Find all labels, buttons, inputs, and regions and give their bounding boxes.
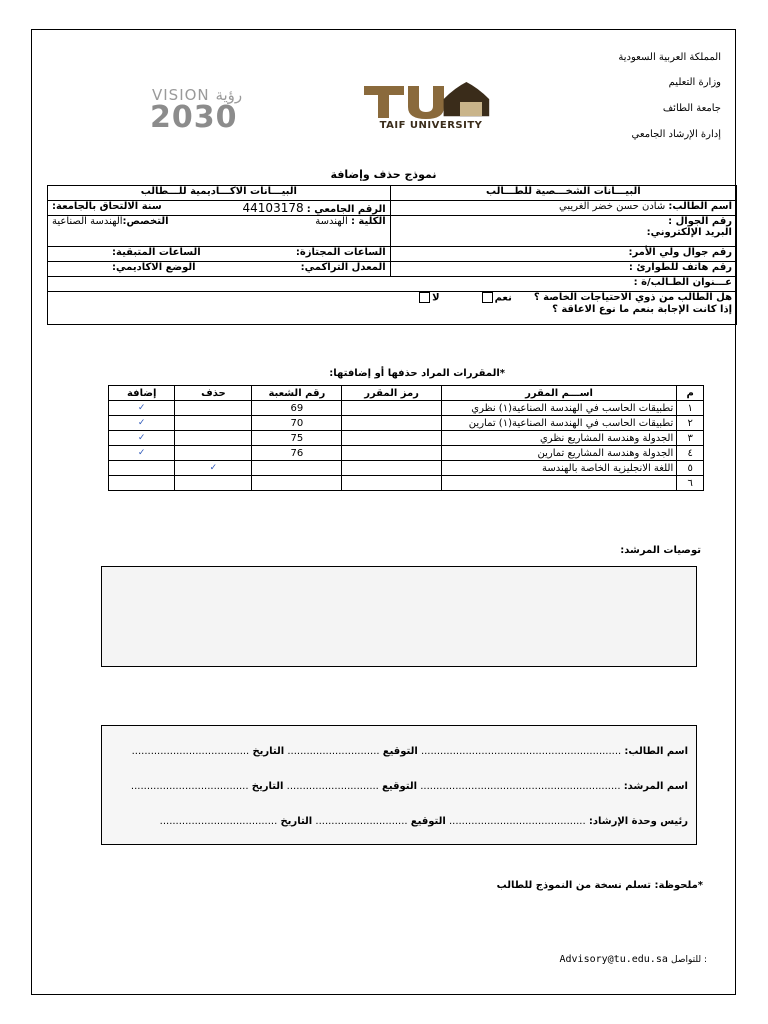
tu-logo-subtitle: TAIF UNIVERSITY [379, 120, 483, 131]
hours-row [52, 247, 386, 258]
signature-name-field[interactable]: ............................................................... [420, 781, 621, 792]
gpa-row [52, 262, 386, 273]
course-row-number: ٢ [677, 416, 704, 431]
signature-name-field[interactable]: ............................................................... [420, 746, 622, 757]
taif-university-logo [362, 82, 500, 138]
course-row [109, 446, 704, 461]
course-section[interactable]: 70 [252, 416, 342, 431]
course-row-number: ٤ [677, 446, 704, 461]
academic-data-heading: البيـــانات الاكـــاديمية للـــطالب [48, 186, 391, 201]
course-name[interactable]: تطبيقات الحاسب في الهندسة الصناعية(١) تمارين [441, 416, 676, 431]
college-row [52, 216, 386, 227]
course-section[interactable]: 75 [252, 431, 342, 446]
yes-checkbox[interactable] [482, 292, 493, 303]
address-label[interactable]: عـــنوان الطـالب/ة : [48, 277, 737, 292]
vision-2030-logo [150, 82, 282, 138]
student-id-value[interactable]: 44103178 [242, 201, 304, 215]
header-ministry: وزارة التعليم [668, 77, 721, 88]
admission-year-label: سنة الالتحاق بالجامعة: [52, 201, 162, 212]
passed-hours-label[interactable]: الساعات المجتازة: [295, 247, 386, 258]
no-checkbox[interactable] [419, 292, 430, 303]
remaining-hours-label[interactable]: الساعات المتبقية: [112, 247, 201, 258]
form-title: نموذج حذف وإضافة [330, 168, 437, 181]
signature-name-field[interactable]: ........................................... [448, 816, 586, 827]
course-add-mark[interactable]: ✓ [109, 446, 175, 461]
course-add-mark[interactable]: ✓ [109, 416, 175, 431]
contact-line [559, 954, 707, 965]
signature-date-field[interactable]: ..................................... [131, 746, 250, 757]
course-code[interactable] [342, 416, 442, 431]
advisor-recommendations-box[interactable] [101, 566, 697, 667]
signature-row [114, 816, 688, 827]
signature-date-label: التاريخ [280, 816, 313, 827]
course-add-mark[interactable] [109, 461, 175, 476]
course-row-number: ٣ [677, 431, 704, 446]
course-section[interactable]: 69 [252, 401, 342, 416]
gpa-label[interactable]: المعدل التراكمي: [300, 262, 386, 273]
course-row [109, 461, 704, 476]
signature-name-label: رئيس وحدة الإرشاد: [588, 816, 688, 827]
student-info-table [47, 185, 737, 325]
course-row-number: ٥ [677, 461, 704, 476]
course-name[interactable]: الجدولة وهندسة المشاريع تمارين [441, 446, 676, 461]
contact-email[interactable]: Advisory@tu.edu.sa [559, 954, 668, 965]
major-value[interactable]: الهندسة الصناعية [52, 216, 123, 227]
course-section[interactable]: 76 [252, 446, 342, 461]
courses-table [108, 385, 704, 491]
signature-sign-label: التوقيع [410, 816, 446, 827]
course-row [109, 476, 704, 491]
signature-name-label: اسم الطالب: [624, 746, 688, 757]
course-row [109, 401, 704, 416]
course-code[interactable] [342, 431, 442, 446]
course-section[interactable] [252, 476, 342, 491]
signature-sign-field[interactable]: ............................. [286, 781, 379, 792]
signature-sign-field[interactable]: ............................. [315, 816, 408, 827]
emergency-phone-label[interactable]: رقم هاتف للطوارئ : [390, 262, 736, 277]
col-header-section: رقم الشعبة [252, 386, 342, 401]
signature-row [114, 781, 688, 792]
course-row [109, 416, 704, 431]
college-label: الكلية : [350, 216, 386, 227]
form-page [31, 29, 736, 995]
course-drop-mark[interactable] [175, 476, 252, 491]
disability-type-question[interactable]: إذا كانت الإجابة بنعم ما نوع الاعاقة ؟ [552, 303, 732, 315]
courses-header-row [109, 386, 704, 401]
course-code[interactable] [342, 446, 442, 461]
course-drop-mark[interactable]: ✓ [175, 461, 252, 476]
personal-data-heading: البيـــانات الشخـــصية للطـــالب [390, 186, 736, 201]
course-code[interactable] [342, 401, 442, 416]
vision-logo-top: VISION رؤية [152, 86, 243, 104]
signature-sign-field[interactable]: ............................. [287, 746, 380, 757]
signature-date-field[interactable]: ..................................... [130, 781, 249, 792]
col-header-course-name: اســـم المقرر [441, 386, 676, 401]
signatures-box [101, 725, 697, 845]
col-header-drop: حذف [175, 386, 252, 401]
student-name-label: اسم الطالب: [668, 201, 732, 212]
student-id-label: الرقم الجامعي : [306, 204, 386, 215]
signature-date-field[interactable]: ..................................... [159, 816, 278, 827]
course-name[interactable]: الجدولة وهندسة المشاريع نظري [441, 431, 676, 446]
header-university: جامعة الطائف [662, 103, 721, 114]
course-code[interactable] [342, 461, 442, 476]
note-text: *ملحوظة: تسلم نسخة من النموذج للطالب [496, 880, 703, 891]
contact-label: للتواصل : [671, 955, 707, 965]
courses-caption: *المقررات المراد حذفها أو إضافتها: [329, 368, 505, 379]
course-drop-mark[interactable] [175, 446, 252, 461]
special-needs-question: هل الطالب من ذوي الاحتياجات الخاصة ؟ [533, 292, 732, 304]
mobile-label[interactable]: رقم الجوال : [668, 216, 732, 227]
email-label[interactable]: البريد الإلكتروني: [646, 227, 732, 238]
vision-logo-year: 2030 [150, 100, 238, 135]
course-section[interactable] [252, 461, 342, 476]
no-label: لا [432, 292, 440, 304]
signature-date-label: التاريخ [252, 746, 285, 757]
course-drop-mark[interactable] [175, 401, 252, 416]
header-kingdom: المملكة العربية السعودية [618, 52, 721, 63]
course-add-mark[interactable] [109, 476, 175, 491]
signature-row [114, 746, 688, 757]
course-add-mark[interactable]: ✓ [109, 401, 175, 416]
course-drop-mark[interactable] [175, 416, 252, 431]
course-name[interactable] [441, 476, 676, 491]
course-name[interactable]: اللغة الانجليزية الخاصة بالهندسة [441, 461, 676, 476]
major-label: التخصص: [122, 216, 169, 227]
signature-sign-label: التوقيع [382, 781, 418, 792]
college-value[interactable]: الهندسة [315, 216, 348, 227]
signature-date-label: التاريخ [251, 781, 284, 792]
signature-sign-label: التوقيع [382, 746, 418, 757]
course-add-mark[interactable]: ✓ [109, 431, 175, 446]
student-name-value[interactable]: شادن حسن خضر الغريبي [559, 201, 666, 212]
yes-label: نعم [494, 292, 512, 304]
special-needs-row [52, 292, 732, 304]
course-row-number: ٦ [677, 476, 704, 491]
signature-name-label: اسم المرشد: [623, 781, 688, 792]
id-row [52, 201, 386, 215]
guardian-mobile-label[interactable]: رقم جوال ولي الأمر: [390, 247, 736, 262]
course-row [109, 431, 704, 446]
course-drop-mark[interactable] [175, 431, 252, 446]
header-block [561, 46, 721, 156]
course-code[interactable] [342, 476, 442, 491]
advisor-recommendations-label: توصيات المرشد: [620, 545, 701, 556]
col-header-no: م [677, 386, 704, 401]
academic-status-label[interactable]: الوضع الاكاديمي: [112, 262, 196, 273]
header-department: إدارة الإرشاد الجامعي [631, 129, 721, 140]
col-header-add: إضافة [109, 386, 175, 401]
col-header-course-code: رمز المقرر [342, 386, 442, 401]
course-name[interactable]: تطبيقات الحاسب في الهندسة الصناعية(١) نظري [441, 401, 676, 416]
course-row-number: ١ [677, 401, 704, 416]
